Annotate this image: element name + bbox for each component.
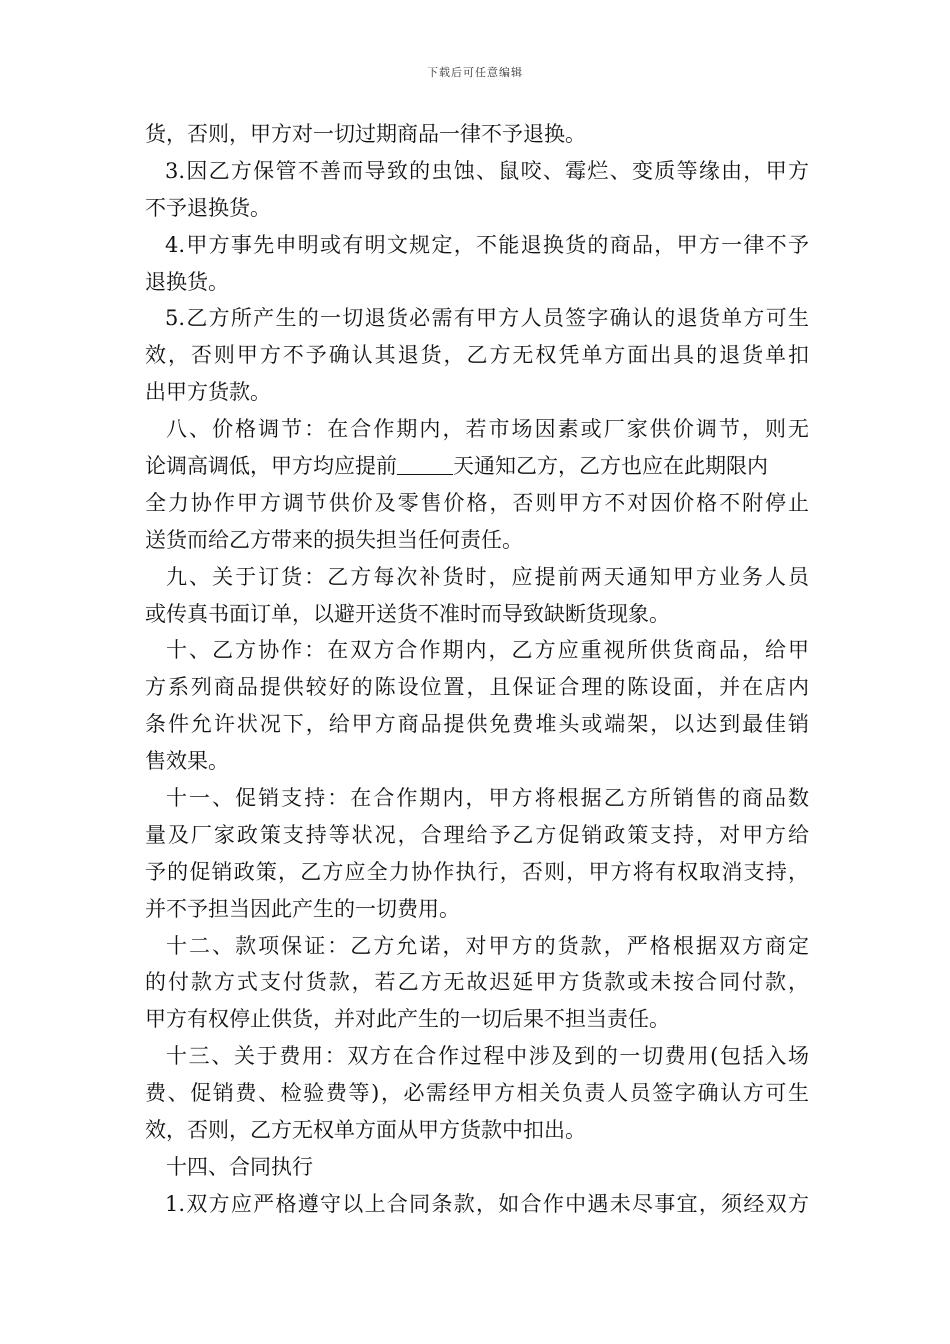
text-line: 予的促销政策，乙方应全力协作执行，否则，甲方将有权取消支持， <box>145 859 809 884</box>
text-line: 甲方有权停止供货，并对此产生的一切后果不担当责任。 <box>145 1007 670 1032</box>
text-line: 的付款方式支付货款，若乙方无故迟延甲方货款或未按合同付款， <box>145 970 809 995</box>
text-line: 十、乙方协作：在双方合作期内，乙方应重视所供货商品，给甲 <box>166 638 809 663</box>
page-header: 下载后可任意编辑 <box>427 66 523 79</box>
text-line: 3.因乙方保管不善而导致的虫蚀、鼠咬、霉烂、变质等缘由，甲方 <box>165 158 809 183</box>
text-line: 不予退换货。 <box>145 195 271 220</box>
text-line: 全力协作甲方调节供价及零售价格，否则甲方不对因价格不附停止 <box>145 490 809 515</box>
document-body <box>145 116 809 1223</box>
text-line: 出甲方货款。 <box>145 380 271 405</box>
text-line-with-blank <box>145 448 809 485</box>
text-line: 1.双方应严格遵守以上合同条款，如合作中遇未尽事宜，须经双方 <box>165 1191 809 1216</box>
text-line: 并不予担当因此产生的一切费用。 <box>145 896 460 921</box>
text-line: 量及厂家政策支持等状况，合理给予乙方促销政策支持，对甲方给 <box>145 822 809 847</box>
text-line: 送货而给乙方带来的损失担当任何责任。 <box>145 527 523 552</box>
text-segment: 论调高调低，甲方均应提前 <box>145 454 397 479</box>
text-line: 十三、关于费用：双方在合作过程中涉及到的一切费用(包括入场 <box>166 1044 809 1069</box>
text-line: 方系列商品提供较好的陈设位置，且保证合理的陈设面，并在店内 <box>145 675 809 700</box>
text-line: 八、价格调节：在合作期内，若市场因素或厂家供价调节，则无 <box>166 417 809 442</box>
text-line: 条件允许状况下，给甲方商品提供免费堆头或端架，以达到最佳销 <box>145 712 809 737</box>
text-line: 或传真书面订单，以避开送货不准时而导致缺断货现象。 <box>145 601 670 626</box>
text-segment: 天通知乙方，乙方也应在此期限内 <box>453 454 768 479</box>
section-heading: 十四、合同执行 <box>166 1154 313 1179</box>
text-line: 货，否则，甲方对一切过期商品一律不予退换。 <box>145 122 586 146</box>
text-line: 效，否则，乙方无权单方面从甲方货款中扣出。 <box>145 1118 586 1143</box>
text-line: 费、促销费、检验费等)，必需经甲方相关负责人员签字确认方可生 <box>145 1081 809 1106</box>
text-line: 5.乙方所产生的一切退货必需有甲方人员签字确认的退货单方可生 <box>165 306 809 331</box>
text-line: 4.甲方事先申明或有明文规定，不能退换货的商品，甲方一律不予 <box>165 232 809 257</box>
text-line: 售效果。 <box>145 749 229 774</box>
text-line: 九、关于订货：乙方每次补货时，应提前两天通知甲方业务人员 <box>166 564 809 589</box>
text-line: 十二、款项保证：乙方允诺，对甲方的货款，严格根据双方商定 <box>166 933 809 958</box>
text-line: 退换货。 <box>145 269 229 294</box>
text-line: 十一、促销支持：在合作期内，甲方将根据乙方所销售的商品数 <box>166 786 809 811</box>
text-line: 效，否则甲方不予确认其退货，乙方无权凭单方面出具的退货单扣 <box>145 343 809 368</box>
fill-in-blank <box>397 454 453 475</box>
